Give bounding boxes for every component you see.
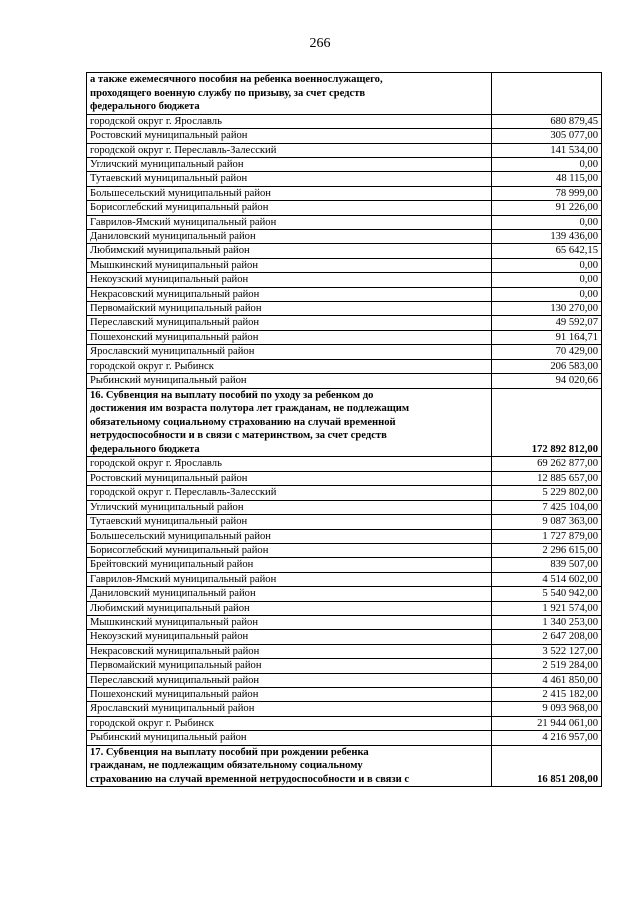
amount-value: 141 534,00: [492, 143, 602, 157]
municipality-name: городской округ г. Рыбинск: [87, 716, 492, 730]
municipality-name: Некрасовский муниципальный район: [87, 287, 492, 301]
table-row: [87, 558, 602, 572]
municipality-name: Любимский муниципальный район: [87, 601, 492, 615]
table-row: [87, 731, 602, 745]
table-row: [87, 287, 602, 301]
municipality-name: городской округ г. Переславль-Залесский: [87, 486, 492, 500]
amount-value: 206 583,00: [492, 359, 602, 373]
municipality-name: Переславский муниципальный район: [87, 673, 492, 687]
municipality-name: Брейтовский муниципальный район: [87, 558, 492, 572]
municipality-name: Ярославский муниципальный район: [87, 702, 492, 716]
municipality-name: Некрасовский муниципальный район: [87, 644, 492, 658]
table-row: [87, 673, 602, 687]
section-total: 172 892 812,00: [492, 388, 602, 457]
municipality-name: Тутаевский муниципальный район: [87, 515, 492, 529]
table-row: [87, 702, 602, 716]
municipality-name: Переславский муниципальный район: [87, 316, 492, 330]
municipality-name: Большесельский муниципальный район: [87, 529, 492, 543]
section-total: 16 851 208,00: [492, 745, 602, 787]
amount-value: 839 507,00: [492, 558, 602, 572]
amount-value: 94 020,66: [492, 374, 602, 388]
table-row: [87, 601, 602, 615]
table-row: [87, 215, 602, 229]
amount-value: 65 642,15: [492, 244, 602, 258]
amount-value: 0,00: [492, 287, 602, 301]
amount-value: 91 226,00: [492, 201, 602, 215]
table-row: [87, 230, 602, 244]
section-header-row: [87, 745, 602, 787]
municipality-name: Тутаевский муниципальный район: [87, 172, 492, 186]
table-row: [87, 500, 602, 514]
table-row: [87, 244, 602, 258]
section-title-line: федерального бюджета: [90, 443, 200, 455]
subvention-table-body: [87, 73, 602, 787]
amount-value: 12 885 657,00: [492, 471, 602, 485]
table-row: [87, 644, 602, 658]
amount-value: 48 115,00: [492, 172, 602, 186]
municipality-name: Некоузский муниципальный район: [87, 273, 492, 287]
municipality-name: городской округ г. Переславль-Залесский: [87, 143, 492, 157]
amount-value: 680 879,45: [492, 114, 602, 128]
municipality-name: Первомайский муниципальный район: [87, 302, 492, 316]
amount-value: 130 270,00: [492, 302, 602, 316]
table-row: [87, 587, 602, 601]
municipality-name: Пошехонский муниципальный район: [87, 687, 492, 701]
amount-value: 49 592,07: [492, 316, 602, 330]
table-row: [87, 114, 602, 128]
amount-value: 4 216 957,00: [492, 731, 602, 745]
amount-value: 1 727 879,00: [492, 529, 602, 543]
section-header-row: [87, 388, 602, 457]
section-title-line: гражданам, не подлежащим обязательному социальному: [90, 760, 363, 772]
amount-value: 1 340 253,00: [492, 615, 602, 629]
amount-value: 9 087 363,00: [492, 515, 602, 529]
table-row: [87, 716, 602, 730]
amount-value: 3 522 127,00: [492, 644, 602, 658]
section-title-line: а также ежемесячного пособия на ребенка военнослужащего,: [90, 74, 383, 85]
municipality-name: Мышкинский муниципальный район: [87, 615, 492, 629]
municipality-name: Пошехонский муниципальный район: [87, 330, 492, 344]
table-row: [87, 158, 602, 172]
amount-value: 7 425 104,00: [492, 500, 602, 514]
municipality-name: городской округ г. Ярославль: [87, 114, 492, 128]
amount-value: 9 093 968,00: [492, 702, 602, 716]
table-row: [87, 471, 602, 485]
section-title-line: нетрудоспособности и в связи с материнством, за счет средств: [90, 430, 387, 442]
section-header-row: [87, 73, 602, 115]
municipality-name: Любимский муниципальный район: [87, 244, 492, 258]
table-row: [87, 359, 602, 373]
table-row: [87, 186, 602, 200]
table-row: [87, 143, 602, 157]
table-row: [87, 330, 602, 344]
section-title-line: страхованию на случай временной нетрудоспособности и в связи с: [90, 773, 410, 785]
municipality-name: Большесельский муниципальный район: [87, 186, 492, 200]
municipality-name: Ростовский муниципальный район: [87, 129, 492, 143]
municipality-name: Гаврилов-Ямский муниципальный район: [87, 215, 492, 229]
amount-value: 5 229 802,00: [492, 486, 602, 500]
amount-value: 70 429,00: [492, 345, 602, 359]
table-row: [87, 615, 602, 629]
amount-value: 2 296 615,00: [492, 543, 602, 557]
municipality-name: городской округ г. Рыбинск: [87, 359, 492, 373]
section-title-line: достижения им возраста полутора лет гражданам, не подлежащим: [90, 403, 410, 415]
table-row: [87, 201, 602, 215]
table-row: [87, 687, 602, 701]
table-row: [87, 572, 602, 586]
municipality-name: Рыбинский муниципальный район: [87, 731, 492, 745]
table-row: [87, 316, 602, 330]
amount-value: 305 077,00: [492, 129, 602, 143]
municipality-name: Даниловский муниципальный район: [87, 587, 492, 601]
table-row: [87, 172, 602, 186]
table-row: [87, 529, 602, 543]
amount-value: 0,00: [492, 158, 602, 172]
table-row: [87, 273, 602, 287]
amount-value: 78 999,00: [492, 186, 602, 200]
amount-value: 0,00: [492, 258, 602, 272]
table-row: [87, 630, 602, 644]
amount-value: 5 540 942,00: [492, 587, 602, 601]
municipality-name: Рыбинский муниципальный район: [87, 374, 492, 388]
municipality-name: Мышкинский муниципальный район: [87, 258, 492, 272]
table-row: [87, 659, 602, 673]
amount-value: 21 944 061,00: [492, 716, 602, 730]
section-title: [87, 388, 492, 457]
section-total: [492, 73, 602, 115]
section-title-line: проходящего военную службу по призыву, за счет средств: [90, 87, 366, 99]
municipality-name: городской округ г. Ярославль: [87, 457, 492, 471]
table-row: [87, 302, 602, 316]
amount-value: 139 436,00: [492, 230, 602, 244]
table-row: [87, 543, 602, 557]
municipality-name: Угличский муниципальный район: [87, 158, 492, 172]
amount-value: 0,00: [492, 215, 602, 229]
municipality-name: Ярославский муниципальный район: [87, 345, 492, 359]
table-row: [87, 129, 602, 143]
table-row: [87, 457, 602, 471]
amount-value: 91 164,71: [492, 330, 602, 344]
table-row: [87, 515, 602, 529]
table-row: [87, 345, 602, 359]
section-title-line: обязательному социальному страхованию на случай временной: [90, 416, 396, 428]
municipality-name: Ростовский муниципальный район: [87, 471, 492, 485]
section-title: [87, 73, 492, 115]
amount-value: 2 647 208,00: [492, 630, 602, 644]
amount-value: 4 461 850,00: [492, 673, 602, 687]
municipality-name: Первомайский муниципальный район: [87, 659, 492, 673]
table-row: [87, 258, 602, 272]
section-title-line: 17. Субвенция на выплату пособий при рождении ребенка: [90, 746, 369, 758]
table-row: [87, 486, 602, 500]
municipality-name: Даниловский муниципальный район: [87, 230, 492, 244]
amount-value: 0,00: [492, 273, 602, 287]
section-title: [87, 745, 492, 787]
page-number: 266: [309, 36, 331, 51]
amount-value: 2 519 284,00: [492, 659, 602, 673]
municipality-name: Борисоглебский муниципальный район: [87, 201, 492, 215]
amount-value: 2 415 182,00: [492, 687, 602, 701]
amount-value: 4 514 602,00: [492, 572, 602, 586]
amount-value: 69 262 877,00: [492, 457, 602, 471]
section-title-line: 16. Субвенция на выплату пособий по уходу за ребенком до: [90, 389, 374, 401]
subvention-table: [86, 72, 602, 787]
municipality-name: Угличский муниципальный район: [87, 500, 492, 514]
section-title-line: федерального бюджета: [90, 101, 200, 113]
amount-value: 1 921 574,00: [492, 601, 602, 615]
municipality-name: Борисоглебский муниципальный район: [87, 543, 492, 557]
municipality-name: Гаврилов-Ямский муниципальный район: [87, 572, 492, 586]
table-row: [87, 374, 602, 388]
municipality-name: Некоузский муниципальный район: [87, 630, 492, 644]
